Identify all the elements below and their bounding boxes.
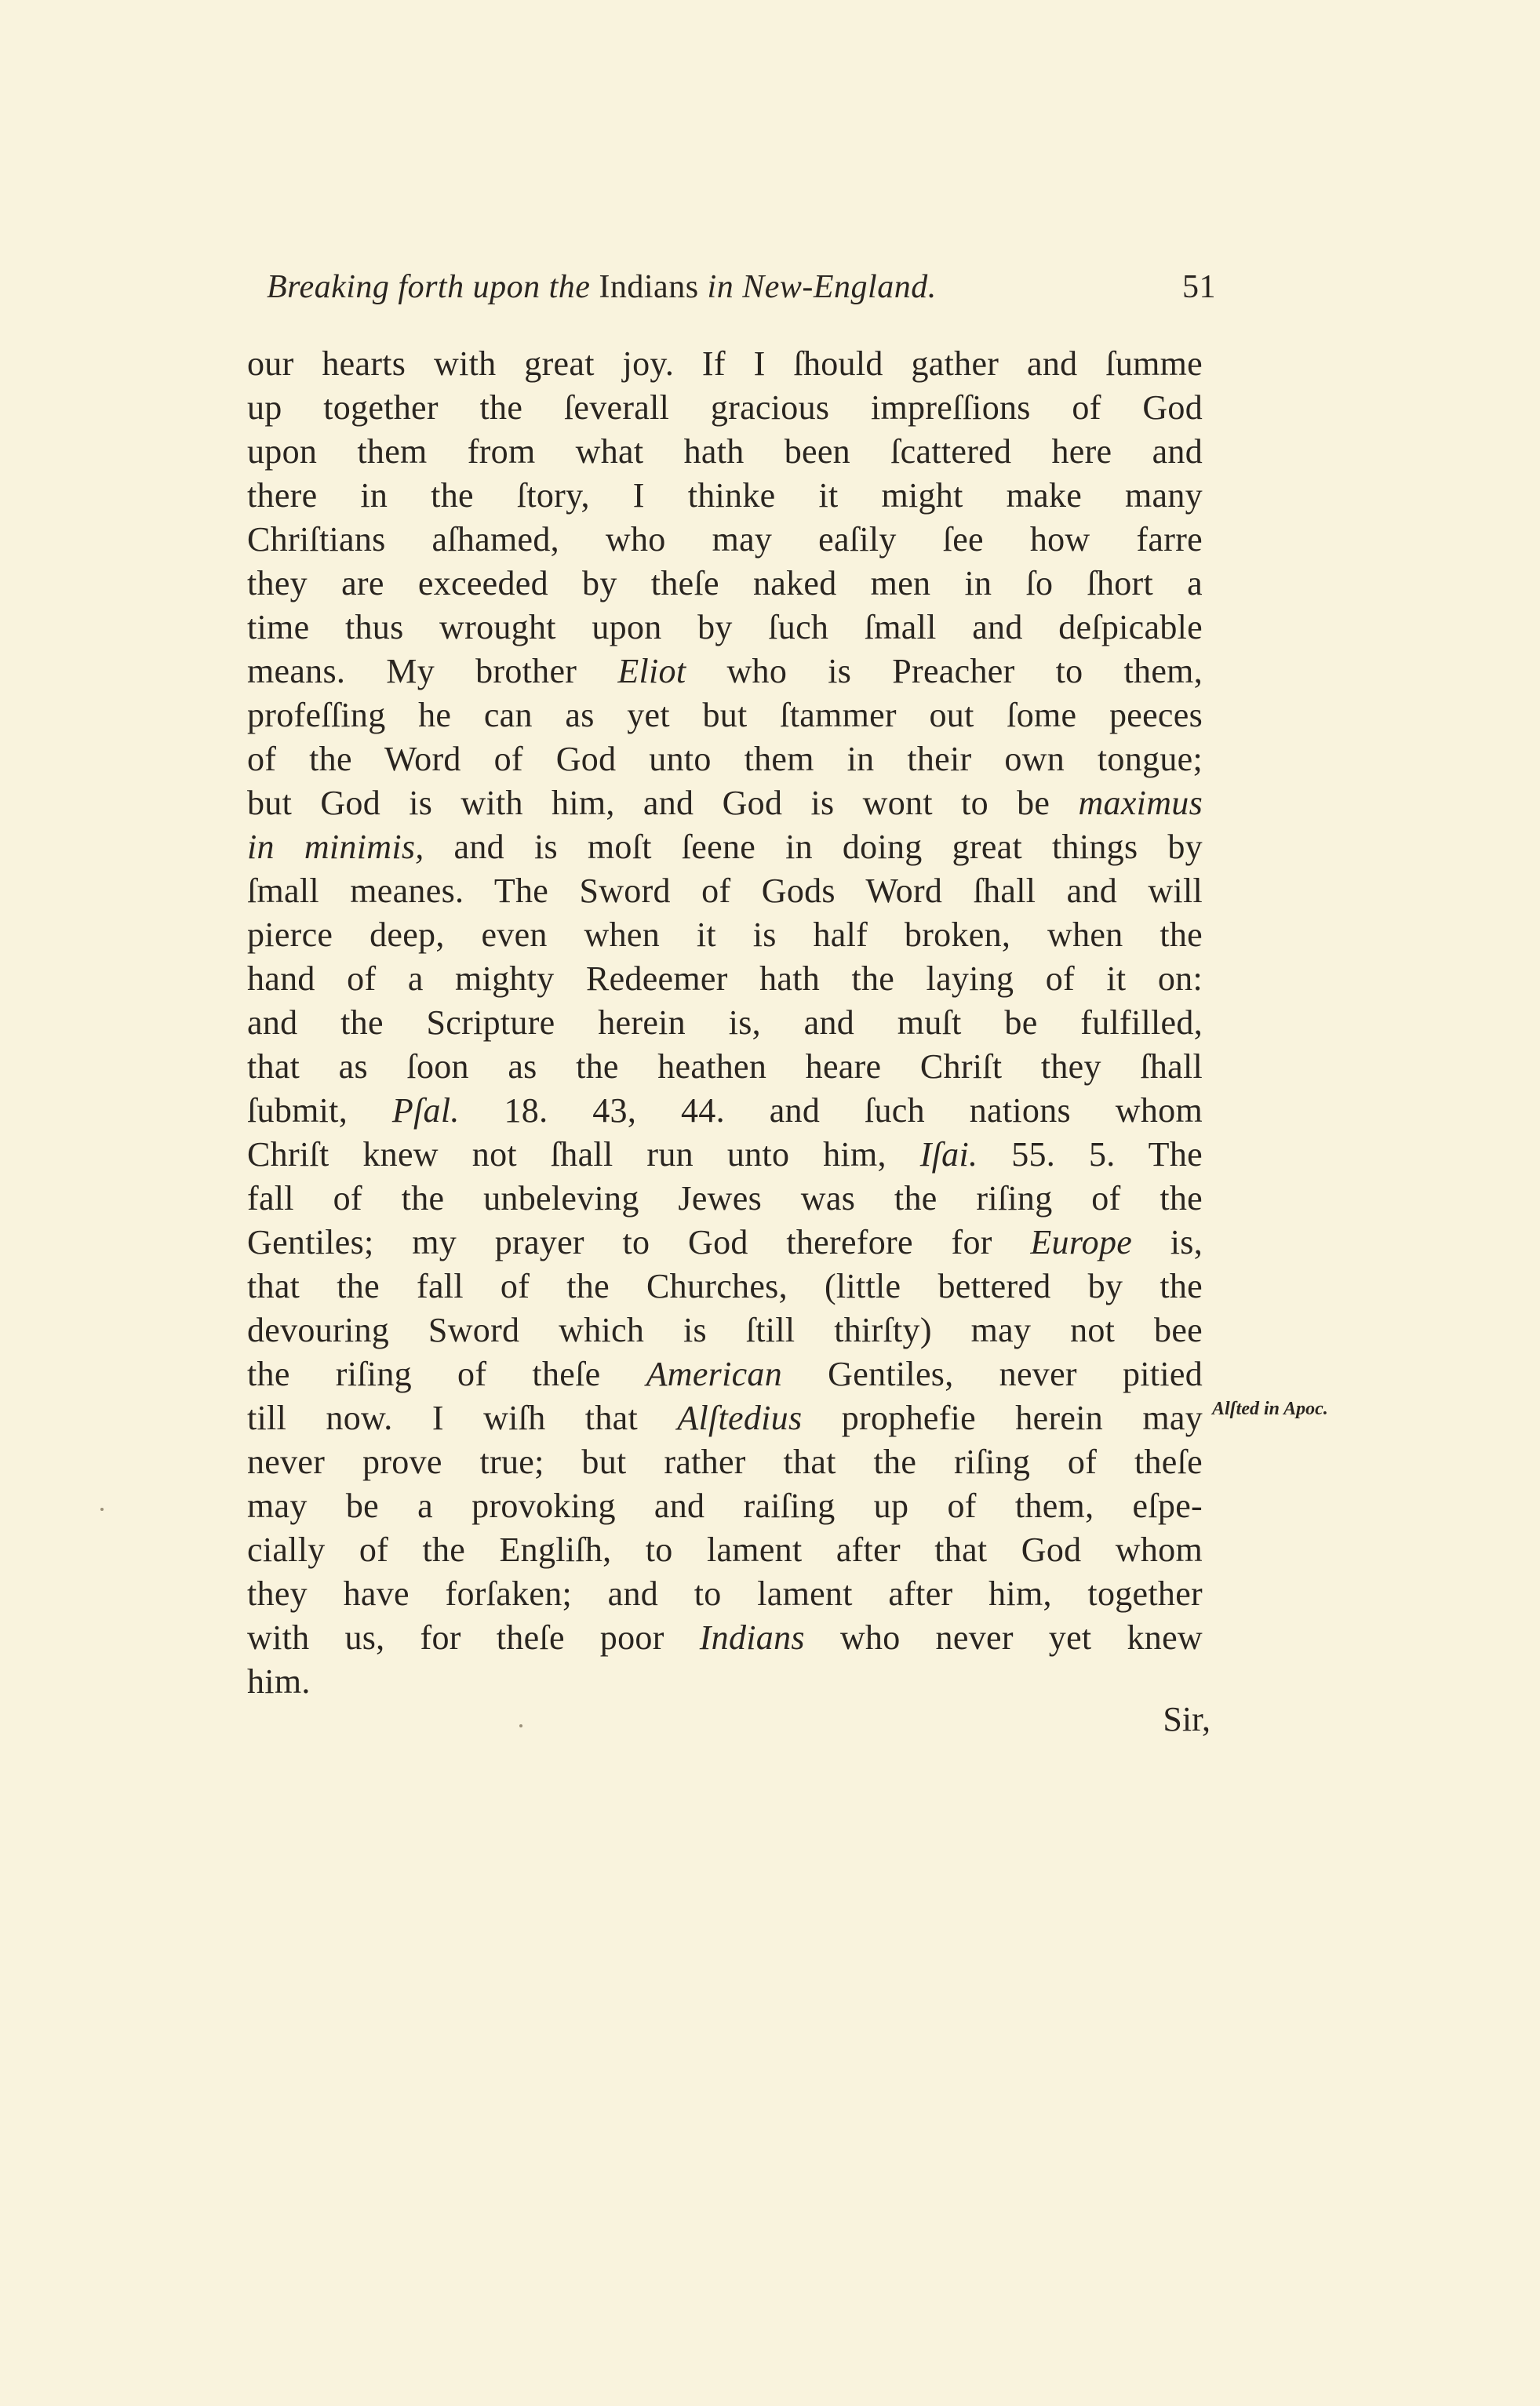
text-line [247, 386, 1203, 430]
text-line [247, 518, 1203, 562]
text-segment: hand of a mighty Redeemer hath the laying of it on: [247, 959, 1203, 998]
text-segment: time thus wrought upon by ſuch ſmall and deſpicable [247, 608, 1203, 646]
text-line [247, 1440, 1203, 1484]
text-segment: our hearts with great joy. If I ſhould gather and ſumme [247, 344, 1203, 383]
italic-text: American [646, 1355, 783, 1393]
text-segment: Chriſt knew not ſhall run unto him, [247, 1135, 920, 1174]
paper-speck [519, 1724, 522, 1727]
text-line [247, 562, 1203, 606]
text-segment: upon them from what hath been ſcattered here and [247, 432, 1203, 471]
text-segment: him. [247, 1662, 311, 1701]
italic-text: in minimis, [247, 828, 424, 866]
text-line [247, 1045, 1203, 1089]
italic-text: Indians [699, 1618, 805, 1657]
text-segment: never prove true; but rather that the riſing of theſe [247, 1443, 1203, 1481]
text-line [247, 1089, 1203, 1133]
text-line [247, 1660, 1203, 1704]
catchword: Sir, [1163, 1700, 1211, 1738]
italic-text: Eliot [617, 652, 686, 690]
text-segment: Chriſtians aſhamed, who may eaſily ſee how farre [247, 520, 1203, 559]
text-line [247, 913, 1203, 957]
text-segment: and is moſt ſeene in doing great things by [424, 828, 1203, 866]
text-line [247, 1221, 1203, 1265]
text-line [247, 474, 1203, 518]
paper-speck [100, 1508, 104, 1511]
text-segment: 18. 43, 44. and ſuch nations whom [459, 1091, 1203, 1130]
text-line [247, 1616, 1203, 1660]
text-line [247, 1133, 1203, 1177]
text-line [247, 693, 1203, 737]
text-line [247, 342, 1203, 386]
text-segment: of the Word of God unto them in their own tongue; [247, 740, 1203, 778]
text-segment: 55. 5. The [978, 1135, 1203, 1174]
text-segment: is, [1132, 1223, 1203, 1261]
header-title-part2: Indians [599, 269, 699, 305]
margin-note: Alſted in Apoc. [1212, 1399, 1328, 1419]
text-segment: that as ſoon as the heathen heare Chriſt they ſhall [247, 1047, 1203, 1086]
text-segment: the riſing of theſe [247, 1355, 646, 1393]
text-line [247, 1352, 1203, 1396]
text-segment: that the fall of the Churches, (little bettered by the [247, 1267, 1203, 1305]
running-header [267, 265, 1216, 309]
text-segment: means. My brother [247, 652, 618, 690]
text-line [247, 737, 1203, 781]
text-line [247, 606, 1203, 650]
text-line [247, 1528, 1203, 1572]
text-line [247, 1177, 1203, 1221]
text-line [247, 1484, 1203, 1528]
text-segment: they are exceeded by theſe naked men in ſo ſhort a [247, 564, 1203, 602]
text-segment: till now. I wiſh that [247, 1399, 678, 1437]
text-segment: and the Scripture herein is, and muſt be fulfilled, [247, 1003, 1203, 1042]
text-segment: fall of the unbeleving Jewes was the riſing of the [247, 1179, 1203, 1218]
text-segment: Gentiles, never pitied [782, 1355, 1203, 1393]
text-line [247, 1572, 1203, 1616]
text-line [247, 1265, 1203, 1309]
text-segment: prophefie herein may [802, 1399, 1203, 1437]
text-segment: ſmall meanes. The Sword of Gods Word ſhall and will [247, 872, 1203, 910]
text-segment: who never yet knew [804, 1618, 1203, 1657]
text-line [247, 650, 1203, 693]
text-segment: ſubmit, [247, 1091, 392, 1130]
italic-text: Alſtedius [677, 1399, 803, 1437]
text-line [247, 825, 1203, 869]
text-segment: profeſſing he can as yet but ſtammer out ſome peeces [247, 696, 1203, 734]
italic-text: Iſai. [919, 1135, 978, 1174]
text-segment: but God is with him, and God is wont to be [247, 784, 1079, 822]
text-segment: up together the ſeverall gracious impreſſions of God [247, 388, 1203, 427]
text-segment: with us, for theſe poor [247, 1618, 700, 1657]
text-segment: who is Preacher to them, [686, 652, 1203, 690]
italic-text: maximus [1078, 784, 1203, 822]
header-title-part3: in New-England. [707, 269, 937, 305]
header-title-part1: Breaking forth upon the [267, 269, 591, 305]
body-text [247, 342, 1203, 1704]
text-line [247, 781, 1203, 825]
italic-text: Pſal. [391, 1091, 460, 1130]
text-segment: Gentiles; my prayer to God therefore for [247, 1223, 1031, 1261]
text-line [247, 430, 1203, 474]
text-segment: pierce deep, even when it is half broken, when the [247, 915, 1203, 954]
text-line [247, 957, 1203, 1001]
text-segment: may be a provoking and raiſing up of them, eſpe- [247, 1487, 1203, 1525]
text-line [247, 1309, 1203, 1352]
text-segment: cially of the Engliſh, to lament after that God whom [247, 1531, 1203, 1569]
text-segment: there in the ſtory, I thinke it might make many [247, 476, 1203, 515]
page-number: 51 [1182, 269, 1216, 305]
text-line [247, 869, 1203, 913]
text-line [247, 1396, 1203, 1440]
text-segment: they have forſaken; and to lament after him, together [247, 1574, 1203, 1613]
italic-text: Europe [1030, 1223, 1133, 1261]
text-line [247, 1001, 1203, 1045]
text-segment: devouring Sword which is ſtill thirſty) may not bee [247, 1311, 1203, 1349]
